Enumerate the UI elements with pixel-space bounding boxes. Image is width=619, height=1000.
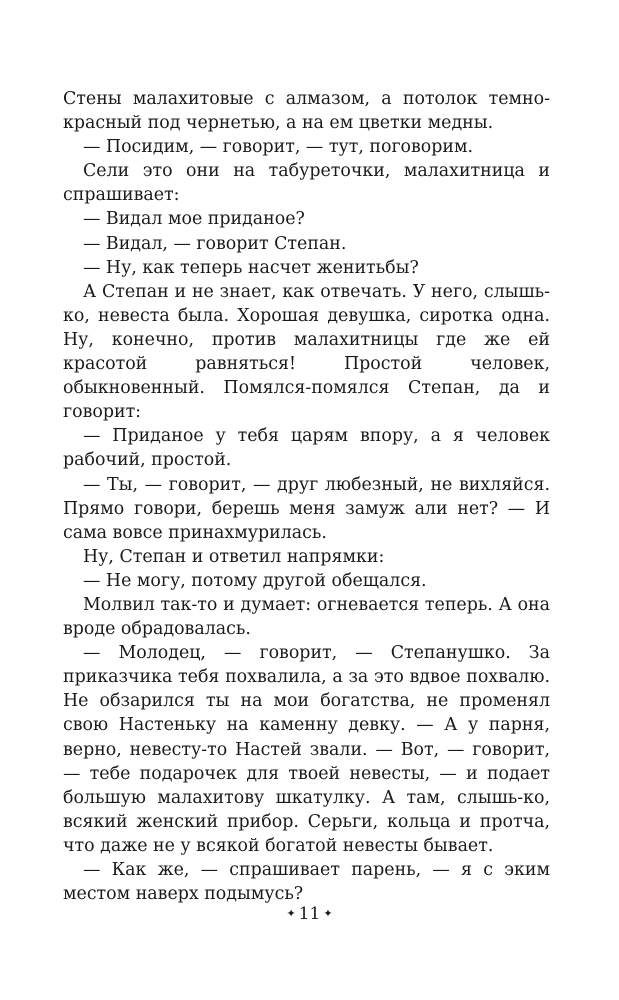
paragraph: — Молодец, — говорит, — Степанушко. За приказчика тебя похвалила, а за это вдвое похвалю. Не обзарился ты на мои богатства, не променял свою Настеньку на каменну девку. — А у парня, верно, невесту-то Настей звали. — Вот, — говорит, — тебе подарочек для твоей невесты, — и подает большую малахитову шкатулку. А там, слышь-ко, всякий женский прибор. Серьги, кольца и протча, что даже не у всякой богатой невесты бывает.	[63, 643, 550, 856]
paragraph: Ну, Степан и ответил напрямки:	[83, 546, 385, 567]
page-number: 11	[298, 904, 321, 924]
paragraph: — Как же, — спрашивает парень, — я с эким местом наверх подымусь?	[63, 860, 550, 905]
paragraph: А Степан и не знает, как отвечать. У него, слышь-ко, невеста была. Хорошая девушка, сиротка одна. Ну, конечно, против малахитницы где же ей красотой равняться! Простой человек, обыкновенный. Помялся-помялся Степан, да и говорит:	[63, 281, 550, 423]
star-ornament-icon: ✦	[286, 907, 296, 920]
paragraph: Стены малахитовые с алмазом, а потолок темно-красный под чернетью, а на ем цветки медны.	[63, 89, 550, 134]
paragraph: — Приданое у тебя царям впору, а я человек рабочий, простой.	[63, 426, 550, 471]
paragraph: — Посидим, — говорит, — тут, поговорим.	[83, 137, 474, 158]
body-text	[63, 87, 550, 906]
star-ornament-icon: ✦	[323, 907, 333, 920]
paragraph: — Видал мое приданое?	[83, 209, 305, 230]
paragraph: — Видал, — говорит Степан.	[83, 233, 347, 254]
paragraph: — Ты, — говорит, — друг любезный, не вихляйся. Прямо говори, берешь меня замуж али нет? — И сама вовсе принахмурилась.	[63, 474, 550, 543]
paragraph: Сели это они на табуреточки, малахитница и спрашивает:	[63, 161, 550, 206]
paragraph: Молвил так-то и думает: огневается теперь. А она вроде обрадовалась.	[63, 594, 550, 640]
paragraph: — Не могу, потому другой обещался.	[83, 570, 427, 591]
paragraph: — Ну, как теперь насчет женитьбы?	[83, 257, 419, 278]
page-footer	[0, 904, 619, 924]
